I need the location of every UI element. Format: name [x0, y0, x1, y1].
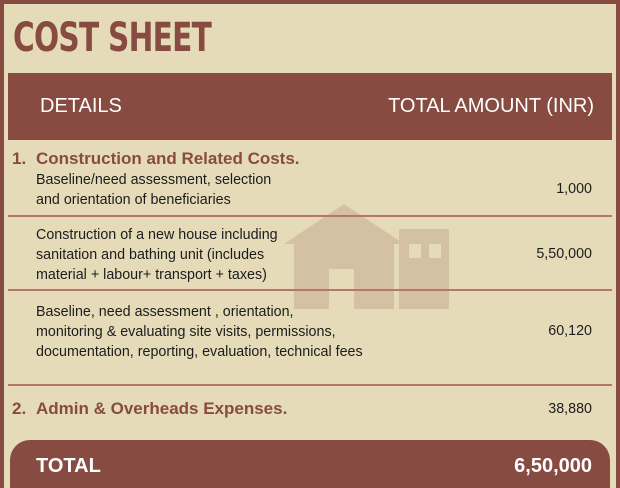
row-baseline-assessment-amount: 1,000 [556, 181, 592, 197]
total-value: 6,50,000 [514, 455, 592, 477]
house-watermark-icon [274, 184, 454, 314]
header-details: DETAILS [40, 95, 122, 117]
table-header [8, 73, 612, 140]
total-bar [10, 440, 610, 488]
header-total-amount: TOTAL AMOUNT (INR) [388, 95, 594, 117]
page-title: COST SHEET [13, 15, 212, 61]
section-admin-title: 2. Admin & Overheads Expenses. [12, 399, 288, 418]
total-label: TOTAL [36, 455, 101, 477]
row-divider [8, 215, 612, 217]
row-monitoring-fees: Baseline, need assessment , orientation, monitoring & evaluating site visits, permissions, documentation, reporting, evaluation, technical fees [36, 304, 363, 360]
row-construction-house-amount: 5,50,000 [536, 246, 592, 262]
row-divider [8, 384, 612, 386]
section-construction-title: 1. Construction and Related Costs. [12, 149, 300, 168]
section-admin-amount: 38,880 [548, 401, 592, 417]
cost-sheet [4, 4, 616, 488]
row-construction-house: Construction of a new house including sanitation and bathing unit (includes material + labour+ transport + taxes) [36, 227, 278, 283]
row-divider [8, 289, 612, 291]
row-baseline-assessment: Baseline/need assessment, selection and orientation of beneficiaries [36, 172, 272, 208]
row-monitoring-fees-amount: 60,120 [548, 323, 592, 339]
